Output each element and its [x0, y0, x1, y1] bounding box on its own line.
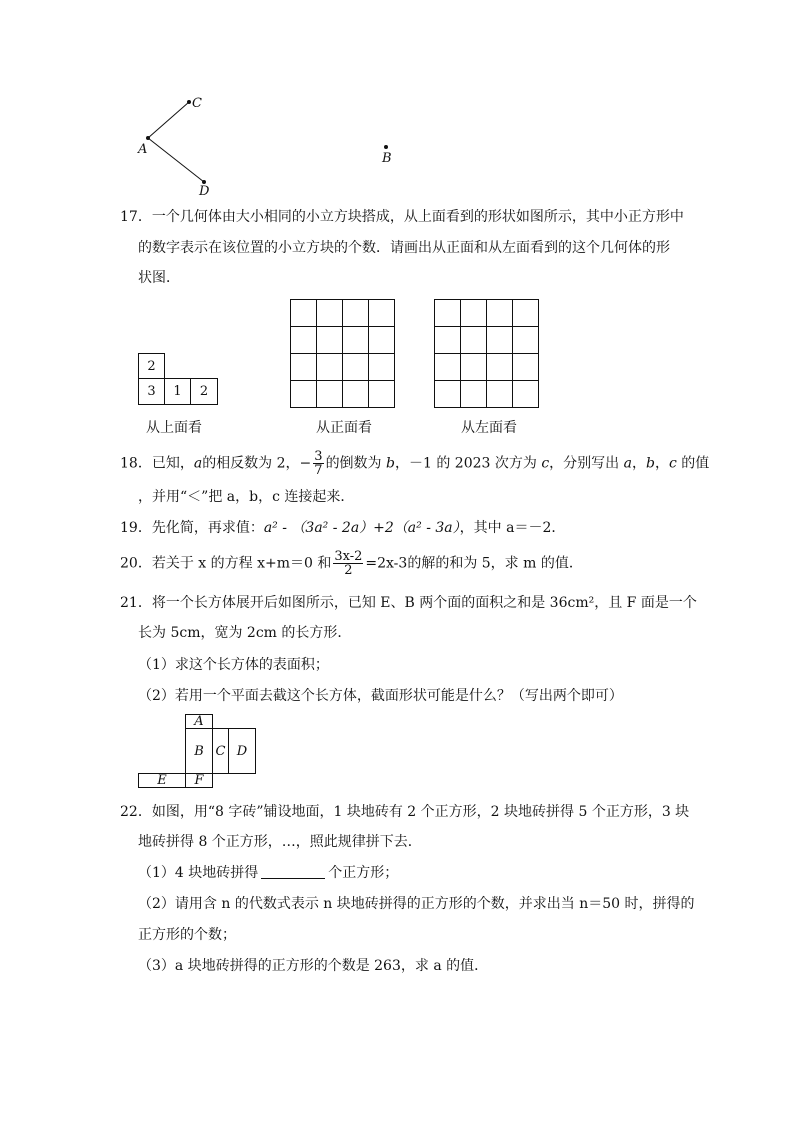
q17-line2: 的数字表示在该位置的小立方块的个数．请画出从正面和从左面看到的这个几何体的形: [138, 240, 670, 256]
q18-text: 的值: [681, 455, 710, 472]
fraction-3-7: [313, 450, 323, 477]
q21-line1: [120, 593, 697, 613]
point-b: [384, 145, 388, 149]
top-view-cell: 2: [190, 378, 218, 405]
q18-text: ，分别写出: [549, 455, 620, 472]
label-b: B: [382, 151, 392, 166]
point-a: [146, 136, 150, 140]
caption-top-view: 从上面看: [146, 420, 202, 436]
net-face-a: A: [185, 714, 213, 729]
label-a: A: [138, 142, 148, 157]
q18-text: ，－1 的 2023 次方为: [394, 455, 537, 472]
net-face-f: F: [185, 773, 213, 788]
q22-sub2-line1: （2）请用含 n 的代数式表示 n 块地砖拼得的正方形的个数，并求出当 n＝50 时，拼得的: [138, 896, 695, 912]
ray-ad: [148, 138, 204, 182]
var-c: c: [668, 455, 677, 472]
ray-ac: [148, 102, 189, 138]
q18-line2: ，并用“＜”把 a，b，c 连接起来．: [138, 489, 355, 505]
q21-sub1: （1）求这个长方体的表面积；: [138, 657, 329, 673]
var-b: b: [386, 455, 395, 472]
q17-text1: 一个几何体由大小相同的小立方块搭成，从上面看到的形状如图所示，其中小正方形中: [151, 209, 684, 225]
fraction-denominator: 2: [344, 563, 353, 578]
fraction-denominator: 7: [314, 463, 323, 478]
minus-sign: −: [299, 455, 312, 472]
q22-sub2-line2: 正方形的个数；: [138, 927, 236, 943]
point-c: [187, 100, 191, 104]
caption-front-view: 从正面看: [316, 420, 372, 436]
caption-left-view: 从左面看: [461, 420, 517, 436]
front-view-grid[interactable]: [290, 299, 395, 408]
q18-text: 已知，: [151, 455, 194, 472]
q19-text: ，其中 a＝－2．: [459, 520, 566, 536]
q22-sub3: （3）a 块地砖拼得的正方形的个数是 263，求 a 的值．: [138, 958, 489, 974]
fraction-numerator: 3x-2: [334, 549, 363, 564]
q17-line1: [120, 207, 684, 227]
q20-text: 若关于 x 的方程 x+m＝0 和: [151, 555, 332, 572]
label-c: C: [192, 96, 202, 111]
left-view-grid[interactable]: [434, 299, 539, 408]
q18-text: 的倒数为: [325, 455, 382, 472]
answer-blank[interactable]: [261, 864, 325, 879]
angle-figure: [130, 92, 410, 202]
q20-text: =2x-3的解的和为 5，求 m 的值．: [365, 555, 583, 572]
var-a: a: [193, 455, 203, 472]
q18-text: ，: [631, 455, 646, 472]
q20-line: [120, 550, 583, 577]
net-face-e: E: [138, 773, 186, 788]
q21-text: 将一个长方体展开后如图所示，已知 E、B 两个面的面积之和是 36cm²，且 F 面是一个: [151, 595, 697, 611]
q22-line1: [120, 802, 689, 822]
fraction-3x-2-over-2: [333, 550, 363, 577]
q18-number: 18．: [120, 455, 152, 472]
q19-number: 19．: [120, 520, 152, 536]
q22-sub1-text: 个正方形；: [328, 865, 399, 881]
q19-text: 先化简，再求值：: [151, 520, 264, 536]
var-a: a: [623, 455, 632, 472]
q21-sub2: （2）若用一个平面去截这个长方体，截面形状可能是什么？（写出两个即可）: [138, 688, 623, 704]
q19-line: [120, 518, 565, 538]
fraction-numerator: 3: [314, 449, 323, 464]
q21-number: 21．: [120, 595, 152, 611]
top-view-cell: 1: [164, 378, 191, 405]
net-face-b: B: [185, 728, 213, 774]
q22-line2: 地砖拼得 8 个正方形，…，照此规律拼下去．: [138, 834, 422, 850]
var-c: c: [541, 455, 550, 472]
q18-text: ，: [654, 455, 669, 472]
q18-line1: [120, 450, 709, 477]
q17-line3: 状图．: [138, 270, 180, 286]
q22-number: 22．: [120, 804, 152, 820]
net-face-d: D: [228, 728, 256, 774]
q20-number: 20．: [120, 555, 152, 572]
top-view-cell: 3: [138, 378, 165, 405]
q18-text: 的相反数为 2，: [202, 455, 300, 472]
q22-sub1-text: （1）4 块地砖拼得: [138, 865, 259, 881]
q22-text: 如图，用“8 字砖”铺设地面，1 块地砖有 2 个正方形，2 块地砖拼得 5 个正方形，3 块: [151, 804, 690, 820]
label-d: D: [199, 184, 210, 199]
q22-sub1: [138, 863, 398, 883]
q21-line2: 长为 5cm，宽为 2cm 的长方形．: [138, 625, 352, 641]
q19-expression: a² - （3a² - 2a）+2（a² - 3a）: [263, 520, 460, 536]
top-view-cell: 2: [138, 353, 165, 379]
q17-number: 17．: [120, 209, 152, 225]
var-b: b: [645, 455, 655, 472]
net-face-c: C: [212, 728, 229, 774]
